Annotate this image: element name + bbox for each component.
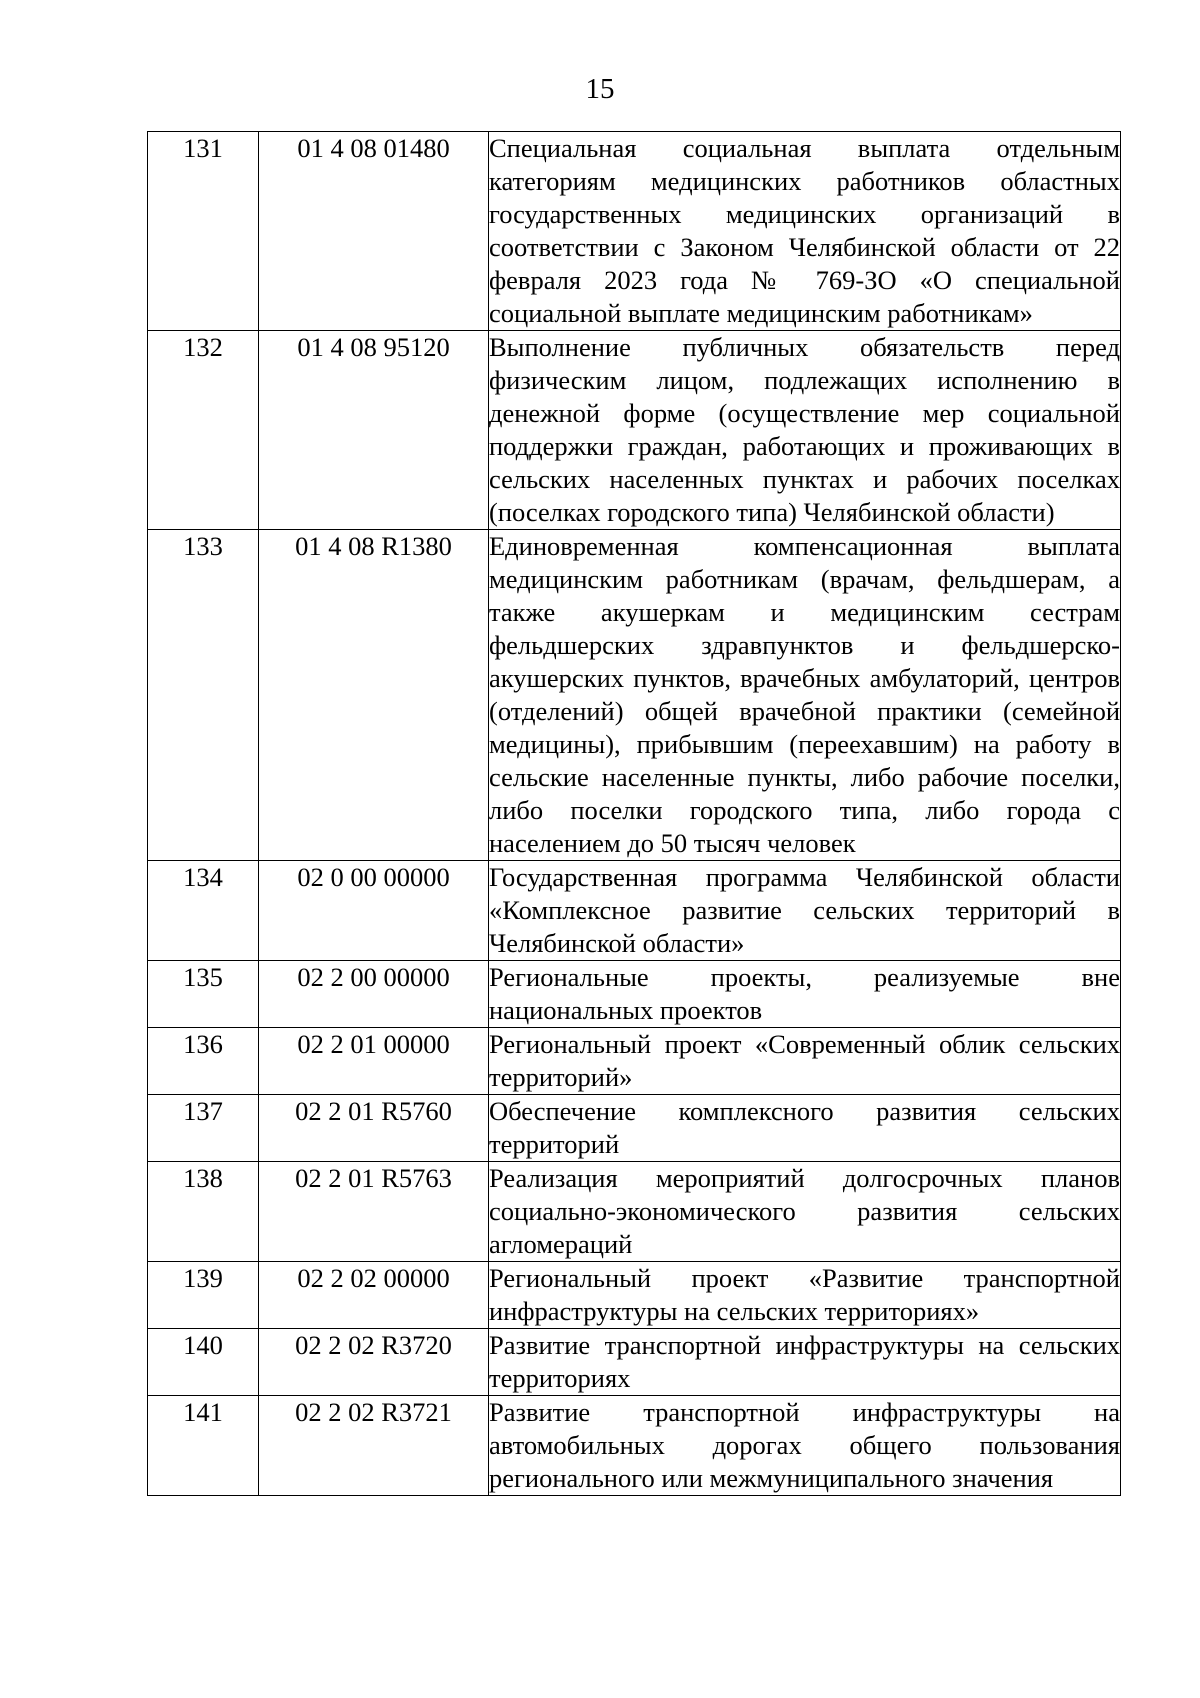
target-code-cell: 02 2 01 R5763 (259, 1162, 489, 1262)
table-row (148, 861, 1121, 961)
table-row (148, 1329, 1121, 1396)
row-number-cell: 140 (148, 1329, 259, 1396)
row-number-cell: 133 (148, 530, 259, 861)
target-code-cell: 02 2 01 R5760 (259, 1095, 489, 1162)
table-body (148, 132, 1121, 1496)
table-row (148, 1028, 1121, 1095)
row-number-cell: 132 (148, 331, 259, 530)
target-code-cell: 02 2 02 R3721 (259, 1396, 489, 1496)
row-number-cell: 138 (148, 1162, 259, 1262)
table-row (148, 530, 1121, 861)
budget-classification-table (147, 131, 1121, 1496)
table-row (148, 961, 1121, 1028)
target-code-cell: 02 2 02 R3720 (259, 1329, 489, 1396)
description-cell: Выполнение публичных обязательств перед физическим лицом, подлежащих исполнению в денежной форме (осуществление мер социальной поддержки граждан, работающих и проживающих в сельских населенных пунктах и рабочих поселках (поселках городского типа) Челябинской области) (489, 331, 1121, 530)
row-number-cell: 135 (148, 961, 259, 1028)
target-code-cell: 01 4 08 01480 (259, 132, 489, 331)
row-number-cell: 131 (148, 132, 259, 331)
description-cell: Региональный проект «Развитие транспортной инфраструктуры на сельских территориях» (489, 1262, 1121, 1329)
table-row (148, 1095, 1121, 1162)
table-row (148, 331, 1121, 530)
target-code-cell: 01 4 08 95120 (259, 331, 489, 530)
row-number-cell: 139 (148, 1262, 259, 1329)
table-row (148, 1396, 1121, 1496)
target-code-cell: 02 2 01 00000 (259, 1028, 489, 1095)
row-number-cell: 137 (148, 1095, 259, 1162)
row-number-cell: 136 (148, 1028, 259, 1095)
target-code-cell: 02 0 00 00000 (259, 861, 489, 961)
description-cell: Региональный проект «Современный облик сельских территорий» (489, 1028, 1121, 1095)
page-number: 15 (585, 73, 615, 105)
row-number-cell: 141 (148, 1396, 259, 1496)
description-cell: Специальная социальная выплата отдельным категориям медицинских работников областных государственных медицинских организаций в соответствии с Законом Челябинской области от 22 февраля 2023 года № 769-ЗО «О специальной социальной выплате медицинским работникам» (489, 132, 1121, 331)
target-code-cell: 02 2 02 00000 (259, 1262, 489, 1329)
table-row (148, 1262, 1121, 1329)
description-cell: Государственная программа Челябинской области «Комплексное развитие сельских территорий в Челябинской области» (489, 861, 1121, 961)
row-number-cell: 134 (148, 861, 259, 961)
target-code-cell: 02 2 00 00000 (259, 961, 489, 1028)
description-cell: Региональные проекты, реализуемые вне национальных проектов (489, 961, 1121, 1028)
description-cell: Единовременная компенсационная выплата медицинским работникам (врачам, фельдшерам, а также акушеркам и медицинским сестрам фельдшерских здравпунктов и фельдшерско-акушерских пунктов, врачебных амбулаторий, центров (отделений) общей врачебной практики (семейной медицины), прибывшим (переехавшим) на работу в сельские населенные пункты, либо рабочие поселки, либо поселки городского типа, либо города с населением до 50 тысяч человек (489, 530, 1121, 861)
description-cell: Развитие транспортной инфраструктуры на автомобильных дорогах общего пользования регионального или межмуниципального значения (489, 1396, 1121, 1496)
description-cell: Обеспечение комплексного развития сельских территорий (489, 1095, 1121, 1162)
table-row (148, 1162, 1121, 1262)
table-row (148, 132, 1121, 331)
description-cell: Развитие транспортной инфраструктуры на сельских территориях (489, 1329, 1121, 1396)
target-code-cell: 01 4 08 R1380 (259, 530, 489, 861)
description-cell: Реализация мероприятий долгосрочных планов социально-экономического развития сельских агломераций (489, 1162, 1121, 1262)
